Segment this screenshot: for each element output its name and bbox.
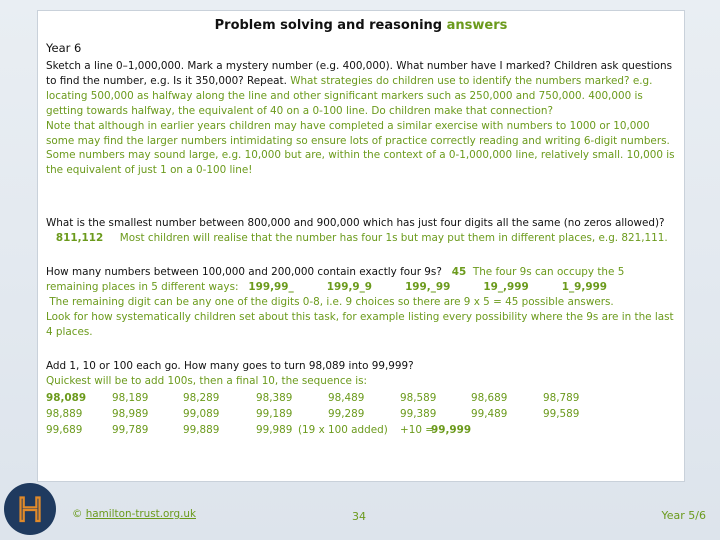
sequence-cell: 98,889 xyxy=(46,408,83,420)
answer-value: 811,112 xyxy=(55,231,104,244)
sequence-cell: 98,089 xyxy=(46,392,87,404)
sequence-cell: 99,089 xyxy=(183,408,220,420)
sequence-cell: 98,389 xyxy=(256,392,293,404)
activity-note: Note that although in earlier years children may have completed a similar exercise with numbers to 1000 or 10,000 some may find the larger numbers intimidating so ensure lots of practice correctly reading and writing 6-digit numbers. Some numbers may sound large, e.g. 10,000 but are, within the context of a 0-1,000,000 line, relatively small. 10,000 is the equivalent of just 1 on a 0-100 line! xyxy=(46,119,675,177)
page-number: 34 xyxy=(352,510,366,523)
final-answer: 99,999 xyxy=(431,424,472,436)
question-text: What is the smallest number between 800,000 and 900,000 which has just four digits all the same (no zeros allowed)? xyxy=(46,217,665,229)
sequence-cell: 99,289 xyxy=(328,408,365,420)
pattern: 199,_99 xyxy=(405,280,451,293)
logo-letter: H xyxy=(17,491,43,529)
website-link[interactable]: hamilton-trust.org.uk xyxy=(85,508,196,520)
hamilton-logo xyxy=(4,483,56,535)
title-accent: answers xyxy=(446,18,508,33)
explanation-line: The remaining digit can be any one of the digits 0-8, i.e. 9 choices so there are 9 x 5 = 45 possible answers. xyxy=(49,295,614,308)
answer-note: Most children will realise that the number has four 1s but may put them in different places, e.g. 821,111. xyxy=(119,231,668,244)
add-goes-question xyxy=(46,359,678,389)
sequence-cell: 98,189 xyxy=(112,392,149,404)
sequence-cell: 99,789 xyxy=(112,424,149,436)
page-frame xyxy=(37,10,685,482)
sequence-cell: 99,389 xyxy=(400,408,437,420)
pattern: 199,99_ xyxy=(248,280,294,293)
sequence-cell: 99,989 xyxy=(256,424,293,436)
sequence-intro: Quickest will be to add 100s, then a final 10, the sequence is: xyxy=(46,374,368,387)
pattern: 199,9_9 xyxy=(326,280,373,293)
sequence-cell: 98,689 xyxy=(471,392,508,404)
sequence-cell: 99,489 xyxy=(471,408,508,420)
year-label: Year 6 xyxy=(46,41,82,55)
page-title xyxy=(38,18,684,33)
question-text: How many numbers between 100,000 and 200,000 contain exactly four 9s? xyxy=(46,266,442,278)
sequence-cell: 99,189 xyxy=(256,408,293,420)
sequence-note: (19 x 100 added) xyxy=(298,424,388,436)
sequence-cell: 98,289 xyxy=(183,392,220,404)
year-range: Year 5/6 xyxy=(661,509,706,522)
pattern: 19_,999 xyxy=(483,280,529,293)
number-line-activity xyxy=(46,59,678,178)
sequence-cell: 99,889 xyxy=(183,424,220,436)
sequence-cell: 98,989 xyxy=(112,408,149,420)
copyright xyxy=(72,508,196,520)
activity-strategies: What strategies do children use to identify the numbers marked? e.g. locating 500,000 as halfway along the line and other significant markers such as 250,000 and 750,000. 400,000 is getting towards halfway, the equivalent of 40 on a 0-100 line. Do children make that connection? xyxy=(46,74,653,117)
sequence-cell: 99,689 xyxy=(46,424,83,436)
answer-value: 45 xyxy=(451,266,467,278)
sequence-cell: 98,789 xyxy=(543,392,580,404)
sequence-cell: +10 = xyxy=(400,424,434,436)
question-text: Add 1, 10 or 100 each go. How many goes to turn 98,089 into 99,999? xyxy=(46,360,414,372)
pattern: 1_9,999 xyxy=(561,280,608,293)
sequence-cell: 98,589 xyxy=(400,392,437,404)
h-letter-icon xyxy=(4,483,56,535)
sequence-cell: 99,589 xyxy=(543,408,580,420)
sequence-cell: 98,489 xyxy=(328,392,365,404)
activity-instructions: Sketch a line 0–1,000,000. Mark a mystery number (e.g. 400,000). What number have I marked? Children ask questions to find the number, e.g. Is it 350,000? Repeat. xyxy=(46,60,673,87)
four-nines-question xyxy=(46,265,678,340)
explanation-line: The four 9s can occupy the 5 remaining places in 5 different ways: xyxy=(46,266,625,293)
copyright-symbol: © xyxy=(72,508,83,520)
explanation-line: Look for how systematically children set about this task, for example listing every possibility where the 9s are in the last 4 places. xyxy=(46,310,674,338)
title-main: Problem solving and reasoning xyxy=(214,18,443,33)
four-digits-question xyxy=(46,216,678,246)
